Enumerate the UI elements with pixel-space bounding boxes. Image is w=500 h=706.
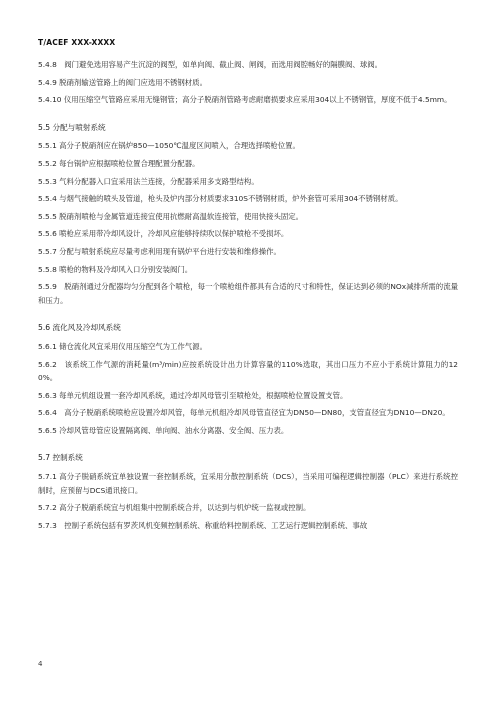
clause-paragraph: 5.5.9 脱硝剂通过分配器均匀分配到各个喷枪，每一个喷枪组件都具有合适的尺寸和特性，保证达到必须的NOx减排所需的流量和压力。: [38, 282, 458, 305]
clause-paragraph: 5.7.1 高分子脱硝系统宜单独设置一套控制系统，宜采用分散控制系统（DCS），当采用可编程逻辑控制器（PLC）来进行系统控制时，应预留与DCS通讯接口。: [38, 472, 458, 495]
clause-paragraph: 5.4.8 阀门避免选用容易产生沉淀的阀型，如单向阀、截止阀、闸阀，而选用阀腔畅好的隔膜阀、球阀。: [38, 60, 382, 69]
clause-paragraph: 5.5.8 喷枪的物料及冷却风入口分别安装阀门。: [38, 264, 193, 274]
document-id-header: T/ACEF XXX-XXXX: [38, 38, 116, 47]
clause-paragraph: 5.5.5 脱硝剂喷枪与金属管道连接宜使用抗燃耐高温软连接管，使用快接头固定。: [38, 211, 304, 221]
clause-paragraph: 5.6.3 每单元机组设置一套冷却风系统，通过冷却风母管引至喷枪处，根据喷枪位置设置支管。: [38, 390, 348, 400]
clause-paragraph: 5.6.1 储仓流化风宜采用仪用压缩空气为工作气源。: [38, 341, 207, 351]
clause-paragraph: 5.5.2 每台锅炉应根据喷枪位置合理配置分配器。: [38, 158, 200, 168]
clause-paragraph: 5.5.6 喷枪应采用带冷却风设计，冷却风应能够持续吹以保护喷枪不受损坏。: [38, 229, 289, 239]
clause-paragraph: 5.5.4 与烟气接触的喷头及管道，枪头及炉内部分材质要求310S不锈钢材质，炉外套管可采用304不锈钢材质。: [38, 194, 403, 204]
clause-paragraph: 5.5.7 分配与喷射系统应尽量考虑利用现有锅炉平台进行安装和维修操作。: [38, 246, 281, 256]
clause-paragraph: 5.6.4 高分子脱硝系统喷枪应设置冷却风管，每单元机组冷却风母管直径宜为DN50—DN80，支管直径宜为DN10—DN20。: [38, 408, 450, 418]
document-body: [38, 58, 458, 536]
clause-paragraph: 5.7.3 控制子系统包括有罗茨风机变频控制系统、称重给料控制系统、工艺运行逻辑控制系统、事故: [38, 520, 368, 530]
clause-paragraph: 5.7.2 高分子脱硝系统宜与机组集中控制系统合并，以达到与机炉统一监视或控制。: [38, 503, 311, 513]
section-heading: 5.7 控制系统: [38, 453, 83, 463]
clause-paragraph: 5.6.2 该系统工作气源的消耗量(m³/min)应按系统设计出力计算容量的110%选取，其出口压力不应小于系统计算阻力的120%。: [38, 359, 458, 383]
section-heading: 5.6 流化风及冷却风系统: [38, 323, 121, 333]
clause-paragraph: 5.4.10 仪用压缩空气管路应采用无缝钢管；高分子脱硝剂管路考虑耐磨损要求应采用304以上不锈钢管，厚度不低于4.5mm。: [38, 95, 452, 105]
clause-paragraph: 5.5.1 高分子脱硝剂应在锅炉850—1050℃温度区间喷入，合理选择喷枪位置。: [38, 141, 300, 151]
page-number: 4: [38, 660, 43, 668]
clause-paragraph: 5.5.3 气料分配器入口宜采用法兰连接，分配器采用多支路型结构。: [38, 176, 259, 186]
clause-paragraph: 5.6.5 冷却风管母管应设置隔离阀、单向阀、油水分离器、安全阀、压力表。: [38, 425, 289, 435]
clause-paragraph: 5.4.9 脱硝剂输送管路上的阀门应选用不锈钢材质。: [38, 77, 207, 87]
section-heading: 5.5 分配与喷射系统: [38, 122, 106, 132]
